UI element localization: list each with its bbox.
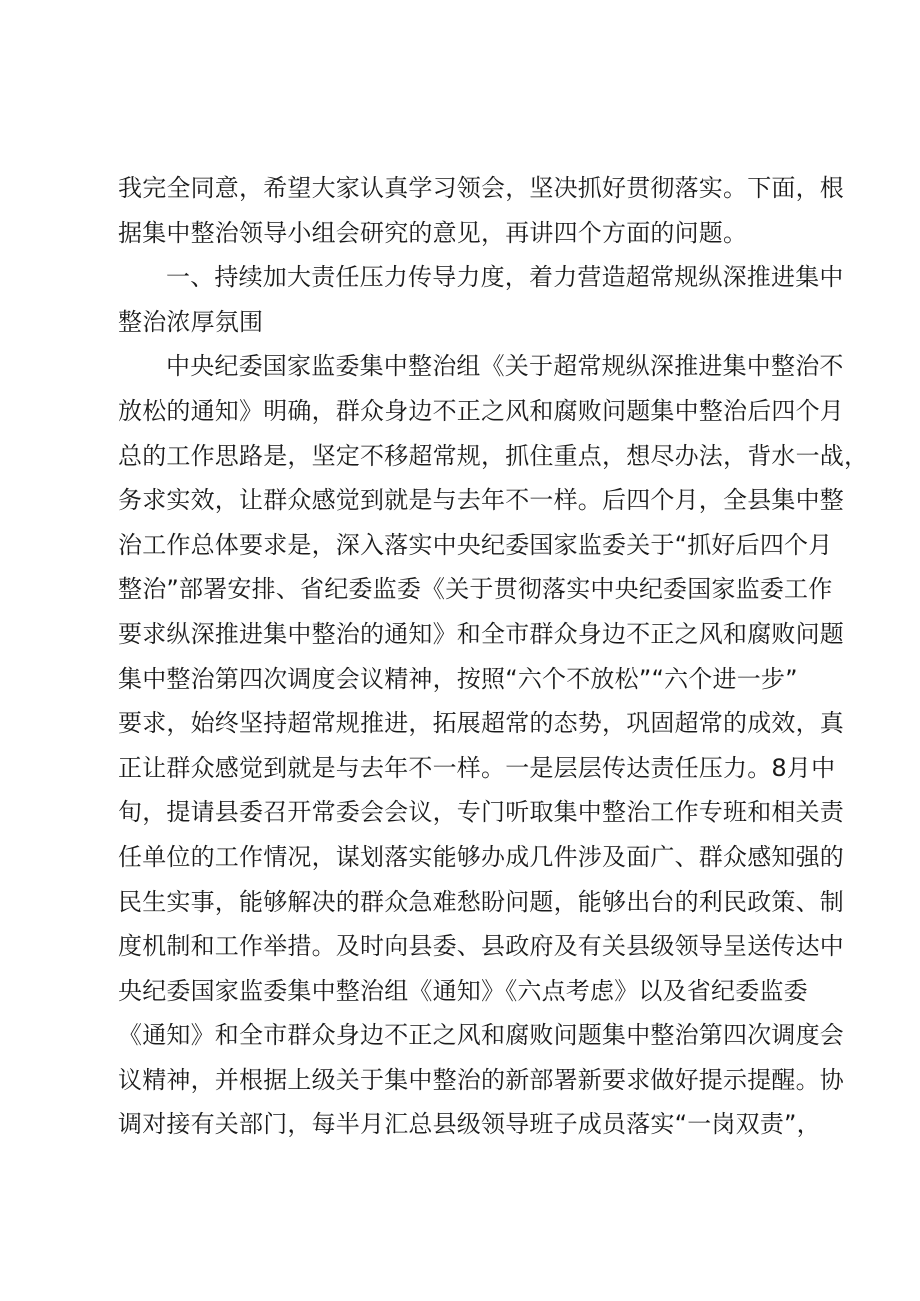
text-line: 总的工作思路是，坚定不移超常规，抓住重点，想尽办法，背水一战， bbox=[118, 441, 869, 470]
text-line: 要求，始终坚持超常规推进，拓展超常的态势，巩固超常的成效，真 bbox=[118, 709, 844, 738]
text-line: 议精神，并根据上级关于集中整治的新部署新要求做好提示提醒。协 bbox=[118, 1065, 844, 1094]
text-line: 我完全同意，希望大家认真学习领会，坚决抓好贯彻落实。下面，根 bbox=[118, 174, 844, 202]
text-line: 集中整治第四次调度会议精神，按照“六个不放松”“六个进一步” bbox=[118, 664, 798, 693]
text-line: 要求纵深推进集中整治的通知》和全市群众身边不正之风和腐败问题 bbox=[118, 619, 844, 648]
text-line: 度机制和工作举措。及时向县委、县政府及有关县级领导呈送传达中 bbox=[118, 932, 844, 961]
text-line: 中央纪委国家监委集中整治组《关于超常规纵深推进集中整治不 bbox=[166, 352, 844, 381]
text-line: 务求实效，让群众感觉到就是与去年不一样。后四个月，全县集中整 bbox=[118, 486, 844, 515]
text-line: 整治浓厚氛围 bbox=[118, 307, 264, 336]
document-body bbox=[118, 166, 869, 1147]
text-line: 旬，提请县委召开常委会会议，专门听取集中整治工作专班和相关责 bbox=[118, 798, 844, 827]
text-line: 一、持续加大责任压力传导力度，着力营造超常规纵深推进集中 bbox=[166, 263, 844, 292]
text-line: 央纪委国家监委集中整治组《通知》《六点考虑》以及省纪委监委 bbox=[118, 976, 808, 1005]
text-line: 放松的通知》明确，群众身边不正之风和腐败问题集中整治后四个月 bbox=[118, 396, 844, 425]
text-line: 《通知》和全市群众身边不正之风和腐败问题集中整治第四次调度会 bbox=[118, 1021, 844, 1050]
text-line: 任单位的工作情况，谋划落实能够办成几件涉及面广、群众感知强的 bbox=[118, 842, 844, 871]
text-line: 据集中整治领导小组会研究的意见，再讲四个方面的问题。 bbox=[118, 218, 748, 247]
text-line: 治工作总体要求是，深入落实中央纪委国家监委关于“抓好后四个月 bbox=[118, 530, 833, 559]
text-line: 正让群众感觉到就是与去年不一样。一是层层传达责任压力。8月中 bbox=[118, 753, 836, 782]
text-line: 整治”部署安排、省纪委监委《关于贯彻落实中央纪委国家监委工作 bbox=[118, 575, 833, 604]
text-line: 调对接有关部门，每半月汇总县级领导班子成员落实“一岗双责”， bbox=[118, 1110, 821, 1139]
text-line: 民生实事，能够解决的群众急难愁盼问题，能够出台的利民政策、制 bbox=[118, 887, 844, 916]
